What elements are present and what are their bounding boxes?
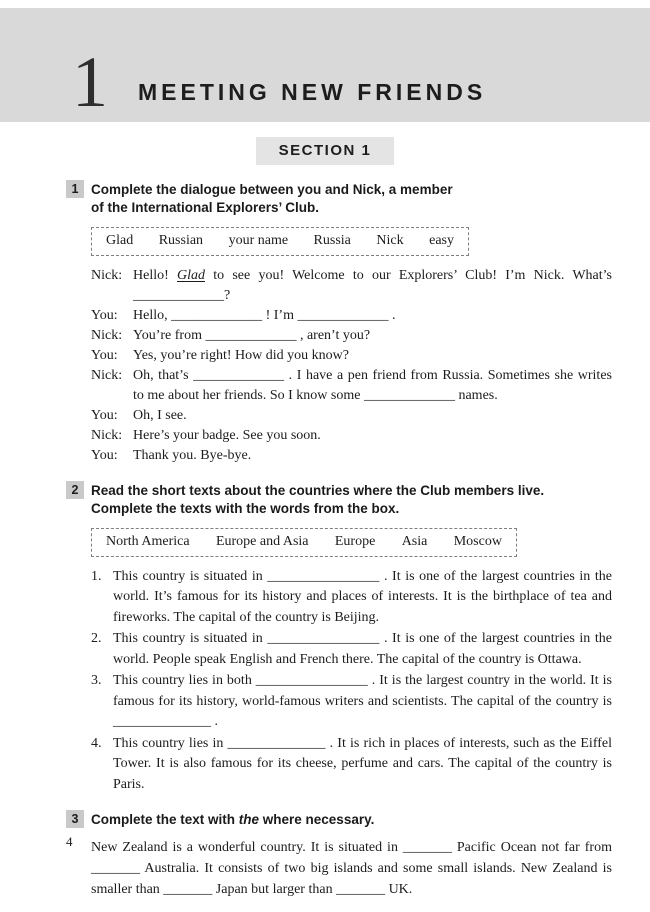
unit-number: 1 bbox=[72, 41, 108, 122]
dialogue-line bbox=[91, 346, 612, 366]
item-text: This country lies in ______________ . It is rich in places of interests, such as the Eiffel Tower. It is also famous for its cheese, perfume and cars. The capital of the country is Paris. bbox=[113, 735, 612, 792]
item-number: 1. bbox=[91, 568, 102, 584]
dialogue-text-pre: Hello! bbox=[133, 267, 177, 283]
word-box-item: Europe bbox=[334, 533, 376, 549]
list-item bbox=[91, 734, 612, 796]
speaker-label: You: bbox=[91, 447, 118, 463]
list-item bbox=[91, 567, 612, 629]
exercise-1 bbox=[66, 180, 612, 466]
speaker-label: You: bbox=[91, 347, 118, 363]
dialogue-line bbox=[91, 366, 612, 406]
example-answer: Glad bbox=[177, 267, 205, 283]
item-text: This country is situated in ________________ . It is one of the largest countries in the world. People speak English and French there. The capital of the country is Ottawa. bbox=[113, 631, 612, 667]
page-number: 4 bbox=[66, 834, 73, 849]
exercise-1-body bbox=[91, 227, 612, 466]
exercise-1-number: 1 bbox=[66, 180, 84, 198]
dialogue-text: You’re from _____________ , aren’t you? bbox=[133, 327, 371, 343]
exercise-1-header bbox=[66, 180, 612, 217]
exercise-3-number: 3 bbox=[66, 810, 84, 828]
speaker-label: You: bbox=[91, 407, 118, 423]
exercise-3 bbox=[66, 810, 612, 900]
dialogue-text: Here’s your badge. See you soon. bbox=[133, 427, 321, 443]
dialogue-line bbox=[91, 426, 612, 446]
dialogue-text: Yes, you’re right! How did you know? bbox=[133, 347, 349, 363]
word-box-item: Russian bbox=[158, 232, 204, 248]
unit-title: MEETING NEW FRIENDS bbox=[138, 79, 487, 105]
instruction-line: of the International Explorers’ Club. bbox=[91, 199, 320, 215]
item-number: 4. bbox=[91, 735, 102, 751]
instruction-line: Complete the dialogue between you and Nick, a member bbox=[91, 182, 453, 197]
word-box-item: Glad bbox=[106, 232, 134, 248]
dialogue-text: Thank you. Bye-bye. bbox=[133, 447, 252, 463]
dialogue-line bbox=[91, 326, 612, 346]
exercise-3-header bbox=[66, 810, 612, 829]
word-box-item: Moscow bbox=[453, 533, 502, 549]
exercise-2-number: 2 bbox=[66, 481, 84, 499]
dialogue-text: Hello, _____________ ! I’m _____________ . bbox=[133, 307, 396, 323]
speaker-label: Nick: bbox=[91, 267, 123, 283]
workbook-page bbox=[0, 8, 650, 912]
word-box-item: Asia bbox=[401, 533, 428, 549]
page-content bbox=[0, 180, 650, 900]
exercise-2 bbox=[66, 481, 612, 795]
instruction-line: Complete the texts with the words from the box. bbox=[91, 500, 400, 516]
dialogue bbox=[91, 266, 612, 466]
exercise-1-instruction bbox=[91, 180, 453, 217]
list-item bbox=[91, 629, 612, 670]
section-heading: SECTION 1 bbox=[256, 137, 394, 165]
speaker-label: You: bbox=[91, 307, 118, 323]
exercise-3-text: New Zealand is a wonderful country. It is situated in _______ Pacific Ocean not far from _______ Australia. It consists of two big islands and some small islands. New Zealand is smaller than _______ Japan but larger than _______ UK. bbox=[91, 840, 612, 898]
country-texts bbox=[91, 567, 612, 796]
instruction-line: Read the short texts about the countries where the Club members live. bbox=[91, 482, 545, 498]
word-box-item: Nick bbox=[376, 232, 404, 248]
list-item bbox=[91, 671, 612, 733]
dialogue-text bbox=[133, 266, 612, 306]
dialogue-text: Oh, that’s _____________ . I have a pen friend from Russia. Sometimes she writes to me about her friends. So I know some _____________ names. bbox=[133, 367, 612, 403]
word-box-item: North America bbox=[106, 533, 190, 549]
item-number: 3. bbox=[91, 673, 102, 689]
speaker-label: Nick: bbox=[91, 327, 123, 343]
item-text: This country lies in both ________________ . It is the largest country in the world. It is famous for its history, world-famous writers and scientists. The capital of the country is ______________ . bbox=[113, 673, 612, 730]
dialogue-line bbox=[91, 446, 612, 466]
exercise-3-instruction bbox=[91, 810, 374, 829]
dialogue-line bbox=[91, 306, 612, 326]
unit-header bbox=[0, 8, 650, 122]
word-box-item: easy bbox=[429, 232, 454, 248]
exercise-2-body bbox=[91, 528, 612, 796]
instruction-segment: where necessary. bbox=[259, 812, 375, 828]
word-box-item: your name bbox=[228, 232, 289, 248]
exercise-2-header bbox=[66, 481, 612, 518]
instruction-segment: Complete the text with bbox=[91, 812, 239, 828]
word-box-item: Europe and Asia bbox=[215, 533, 309, 549]
dialogue-text-post: to see you! Welcome to our Explorers’ Club! I’m Nick. What’s _____________? bbox=[133, 267, 613, 303]
dialogue-text: Oh, I see. bbox=[133, 407, 187, 423]
exercise-2-instruction bbox=[91, 481, 544, 518]
speaker-label: Nick: bbox=[91, 427, 123, 443]
item-text: This country is situated in ________________ . It is one of the largest countries in the world. It’s famous for its history and places of interests. It is the birthplace of tea and fireworks. The capital of the country is Beijing. bbox=[113, 568, 612, 625]
word-box bbox=[91, 227, 469, 256]
item-number: 2. bbox=[91, 631, 102, 647]
speaker-label: Nick: bbox=[91, 367, 123, 383]
dialogue-line bbox=[91, 266, 612, 306]
instruction-italic-word: the bbox=[238, 812, 260, 828]
word-box-item: Russia bbox=[313, 232, 351, 248]
dialogue-line bbox=[91, 406, 612, 426]
word-box bbox=[91, 528, 517, 557]
